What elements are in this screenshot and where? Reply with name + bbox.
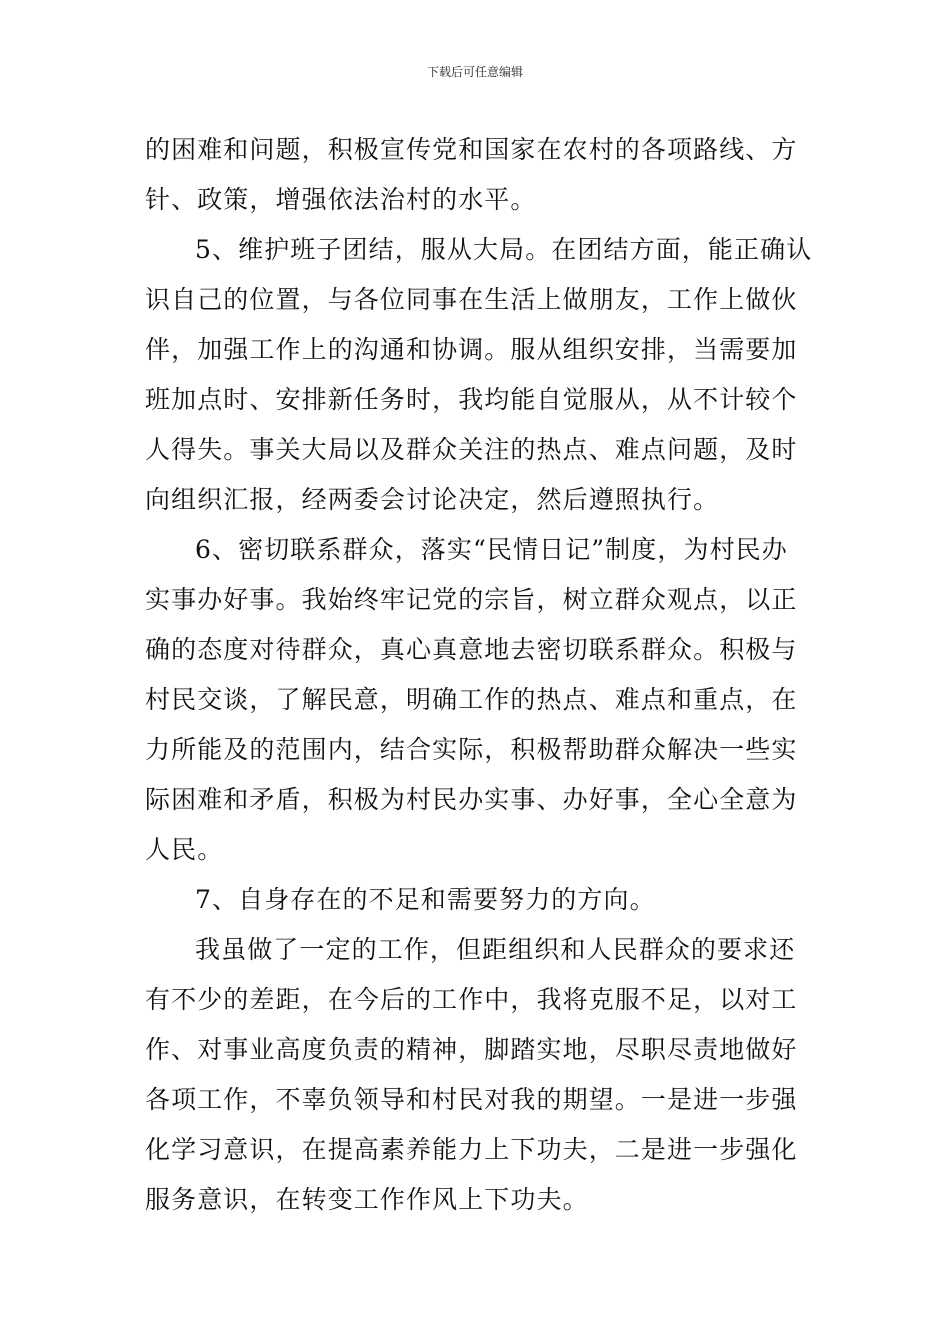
text-line: 人得失。事关大局以及群众关注的热点、难点问题，及时 bbox=[145, 435, 798, 464]
paragraph-item-7 bbox=[145, 875, 810, 925]
text-line: 伴，加强工作上的沟通和协调。服从组织安排，当需要加 bbox=[145, 335, 798, 364]
text-line: 的困难和问题，积极宣传党和国家在农村的各项路线、方 bbox=[145, 135, 798, 164]
text-line: 有不少的差距，在今后的工作中，我将克服不足，以对工 bbox=[145, 985, 798, 1014]
text-line: 村民交谈，了解民意，明确工作的热点、难点和重点，在 bbox=[145, 685, 798, 714]
text-line: 我虽做了一定的工作，但距组织和人民群众的要求还 bbox=[195, 935, 796, 964]
text-line: 各项工作，不辜负领导和村民对我的期望。一是进一步强 bbox=[145, 1085, 798, 1114]
text-line: 班加点时、安排新任务时，我均能自觉服从，从不计较个 bbox=[145, 385, 798, 414]
page-header: 下载后可任意编辑 bbox=[426, 65, 523, 79]
paragraph-item-5 bbox=[145, 225, 813, 525]
text-line: 5、维护班子团结，服从大局。在团结方面，能正确认 bbox=[195, 235, 813, 264]
text-line: 确的态度对待群众，真心真意地去密切联系群众。积极与 bbox=[145, 635, 798, 664]
document-body bbox=[145, 125, 813, 1225]
text-line: 作、对事业高度负责的精神，脚踏实地，尽职尽责地做好 bbox=[145, 1035, 798, 1064]
paragraph-item-6 bbox=[145, 525, 810, 875]
text-line: 针、政策，增强依法治村的水平。 bbox=[145, 185, 537, 214]
paragraph-continuation bbox=[145, 125, 810, 225]
text-line: 识自己的位置，与各位同事在生活上做朋友，工作上做伙 bbox=[145, 285, 798, 314]
text-line: 力所能及的范围内，结合实际，积极帮助群众解决一些实 bbox=[145, 735, 798, 764]
text-line: 6、密切联系群众，落实“民情日记”制度，为村民办 bbox=[195, 535, 788, 564]
text-line: 化学习意识，在提高素养能力上下功夫，二是进一步强化 bbox=[145, 1135, 798, 1164]
text-line: 际困难和矛盾，积极为村民办实事、办好事，全心全意为 bbox=[145, 785, 798, 814]
text-line: 向组织汇报，经两委会讨论决定，然后遵照执行。 bbox=[145, 485, 720, 514]
text-line: 7、自身存在的不足和需要努力的方向。 bbox=[195, 885, 656, 914]
text-line: 实事办好事。我始终牢记党的宗旨，树立群众观点，以正 bbox=[145, 585, 798, 614]
paragraph-conclusion bbox=[145, 925, 810, 1225]
text-line: 服务意识，在转变工作作风上下功夫。 bbox=[145, 1185, 589, 1214]
text-line: 人民。 bbox=[145, 835, 224, 864]
